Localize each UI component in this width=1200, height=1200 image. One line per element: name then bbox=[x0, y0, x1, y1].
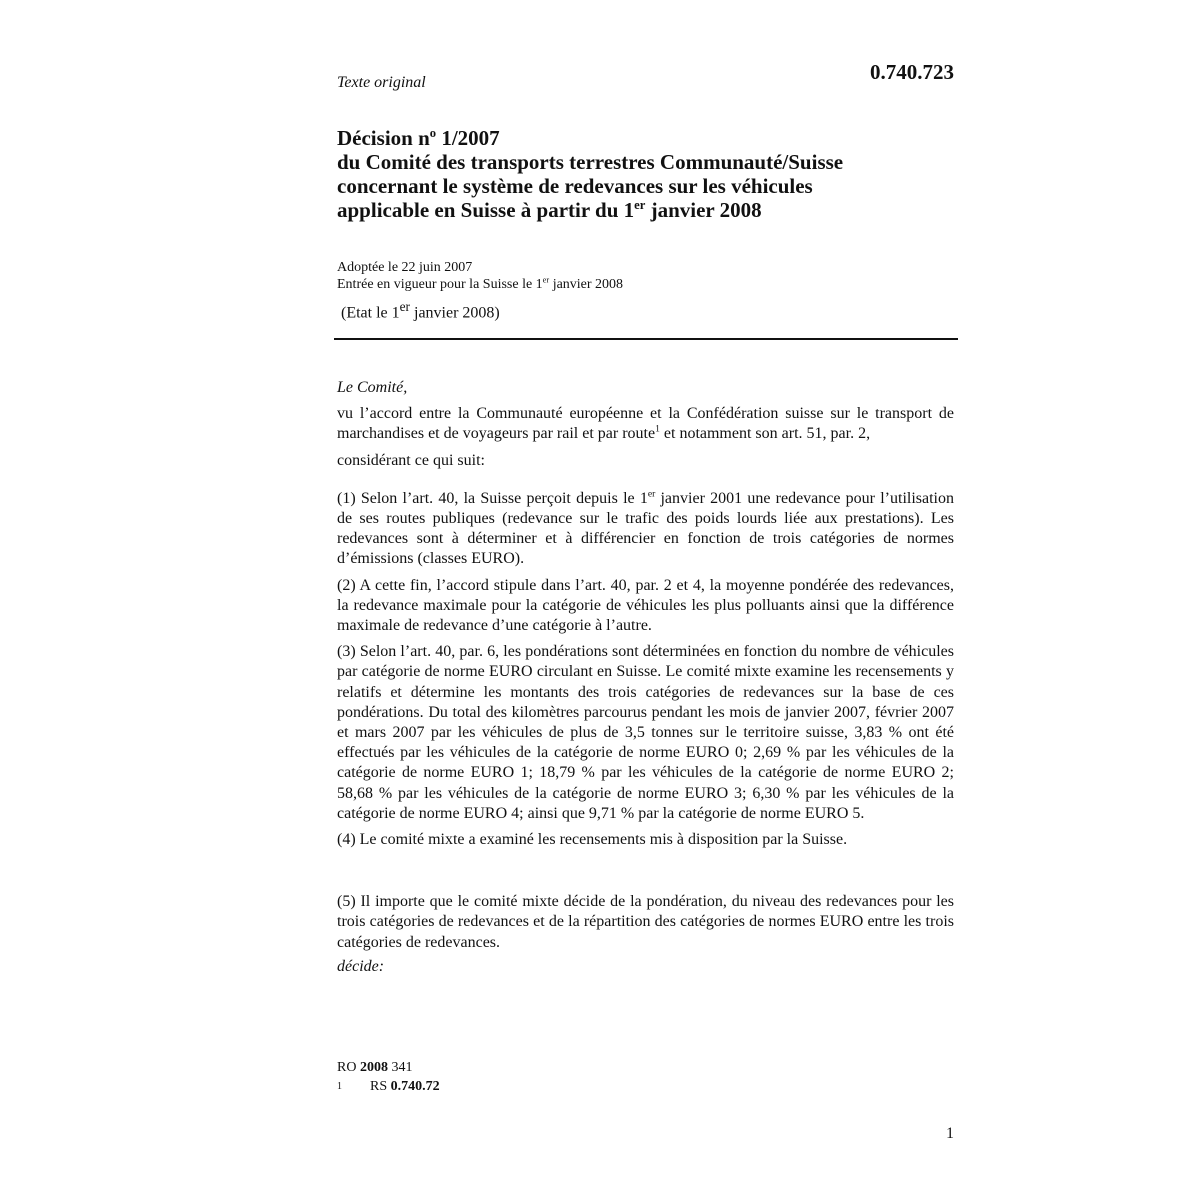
title-line3: concernant le système de redevances sur les véhicules bbox=[337, 174, 813, 198]
decide: décide: bbox=[337, 957, 385, 975]
title-line1-number: 1/2007 bbox=[436, 126, 500, 150]
paragraph-3: (3) Selon l’art. 40, par. 6, les pondérations sont déterminées en fonction du nombre de véhicules par catégorie de norme EURO circulant en Suisse. Le comité mixte examine les recensements y relatifs et détermine les montants des trois catégories de redevances sur la base de ces pondérations. Du total des kilomètres parcourus pendant les mois de janvier 2007, février 2007 et mars 2007 par les véhicules de plus de 3,5 tonnes sur le territoire suisse, 3,83 % ont été effectués par les véhicules de la catégorie de norme EURO 0; 2,69 % par les véhicules de la catégorie de norme EURO 1; 18,79 % par les véhicules de la catégorie de norme EURO 2; 58,68 % par les véhicules de la catégorie de norme EURO 3; 6,30 % par les véhicules de la catégorie de norme EURO 4; ainsi que 9,71 % par la catégorie de norme EURO 5. bbox=[337, 643, 954, 822]
paragraph-5: (5) Il importe que le comité mixte décide de la pondération, du niveau des redevances pour les trois catégories de redevances et de la répartition des catégories de normes EURO entre les trois catégories de redevances. bbox=[337, 893, 954, 951]
title-line1: Décision n bbox=[337, 126, 430, 150]
paragraph-4: (4) Le comité mixte a examiné les recensements mis à disposition par la Suisse. bbox=[337, 831, 848, 849]
document-page bbox=[337, 0, 958, 1200]
divider bbox=[334, 338, 958, 340]
paragraph-1-end: janvier 2001 une redevance pour l’utilisation de ses routes publiques (redevance sur le trafic des poids lourds liée aux prestations). Les redevances sont à déterminer et à différencier en fonction de trois catégories de normes d’émissions (classes EURO). bbox=[337, 489, 954, 568]
ro-reference bbox=[337, 1058, 440, 1077]
etat-end: janvier 2008) bbox=[410, 304, 500, 322]
vu-paragraph bbox=[337, 404, 954, 444]
title-line4-sup: er bbox=[634, 198, 646, 212]
title-line2: du Comité des transports terrestres Communauté/Suisse bbox=[337, 150, 844, 174]
entry-sup: er bbox=[542, 275, 550, 285]
etat-text: (Etat le 1 bbox=[341, 304, 400, 322]
entry-into-force-end: janvier 2008 bbox=[549, 277, 624, 292]
ro-page: 341 bbox=[387, 1060, 413, 1075]
paragraph-1-sup: er bbox=[647, 488, 656, 500]
adoption-metadata bbox=[337, 259, 623, 293]
document-title bbox=[337, 126, 958, 222]
title-line1-sup: o bbox=[429, 126, 437, 140]
vu-text-end: et notamment son art. 51, par. 2, bbox=[659, 425, 871, 443]
vu-text: vu l’accord entre la Communauté européenne et la Confédération suisse sur le transport de marchandises et de voyageurs par rail et par route bbox=[337, 405, 954, 443]
footer-notes bbox=[337, 1058, 440, 1096]
paragraph-1-start: (1) Selon l’art. 40, la Suisse perçoit depuis le 1 bbox=[337, 489, 648, 507]
paragraph-2: (2) A cette fin, l’accord stipule dans l’art. 40, par. 2 et 4, la moyenne pondérée des redevances, la redevance maximale pour la catégorie de véhicules les plus polluants ainsi que la différence maximale de redevance d’une catégorie à l’autre. bbox=[337, 576, 954, 635]
le-comite: Le Comité, bbox=[337, 379, 408, 396]
considerant: considérant ce qui suit: bbox=[337, 451, 485, 469]
rs-number: 0.740.72 bbox=[390, 1079, 440, 1094]
footnote-number: 1 bbox=[337, 1081, 342, 1092]
document-body bbox=[337, 378, 954, 977]
footnote-1 bbox=[337, 1077, 440, 1096]
ro-year: 2008 bbox=[359, 1060, 388, 1075]
page-number: 1 bbox=[946, 1125, 954, 1142]
title-line4: applicable en Suisse à partir du 1 bbox=[337, 198, 635, 222]
header-status: Texte original bbox=[337, 74, 426, 91]
rs-prefix: RS bbox=[370, 1079, 391, 1094]
entry-into-force: Entrée en vigueur pour la Suisse le 1 bbox=[337, 277, 543, 292]
ro-prefix: RO bbox=[337, 1060, 360, 1075]
adopted-date: Adoptée le 22 juin 2007 bbox=[337, 260, 473, 275]
state-date bbox=[341, 299, 500, 322]
title-line4-end: janvier 2008 bbox=[645, 198, 762, 222]
header-rs-number: 0.740.723 bbox=[870, 60, 954, 84]
footnote-ref[interactable]: 1 bbox=[655, 424, 660, 436]
paragraph-1 bbox=[337, 489, 954, 570]
etat-sup: er bbox=[399, 299, 410, 314]
